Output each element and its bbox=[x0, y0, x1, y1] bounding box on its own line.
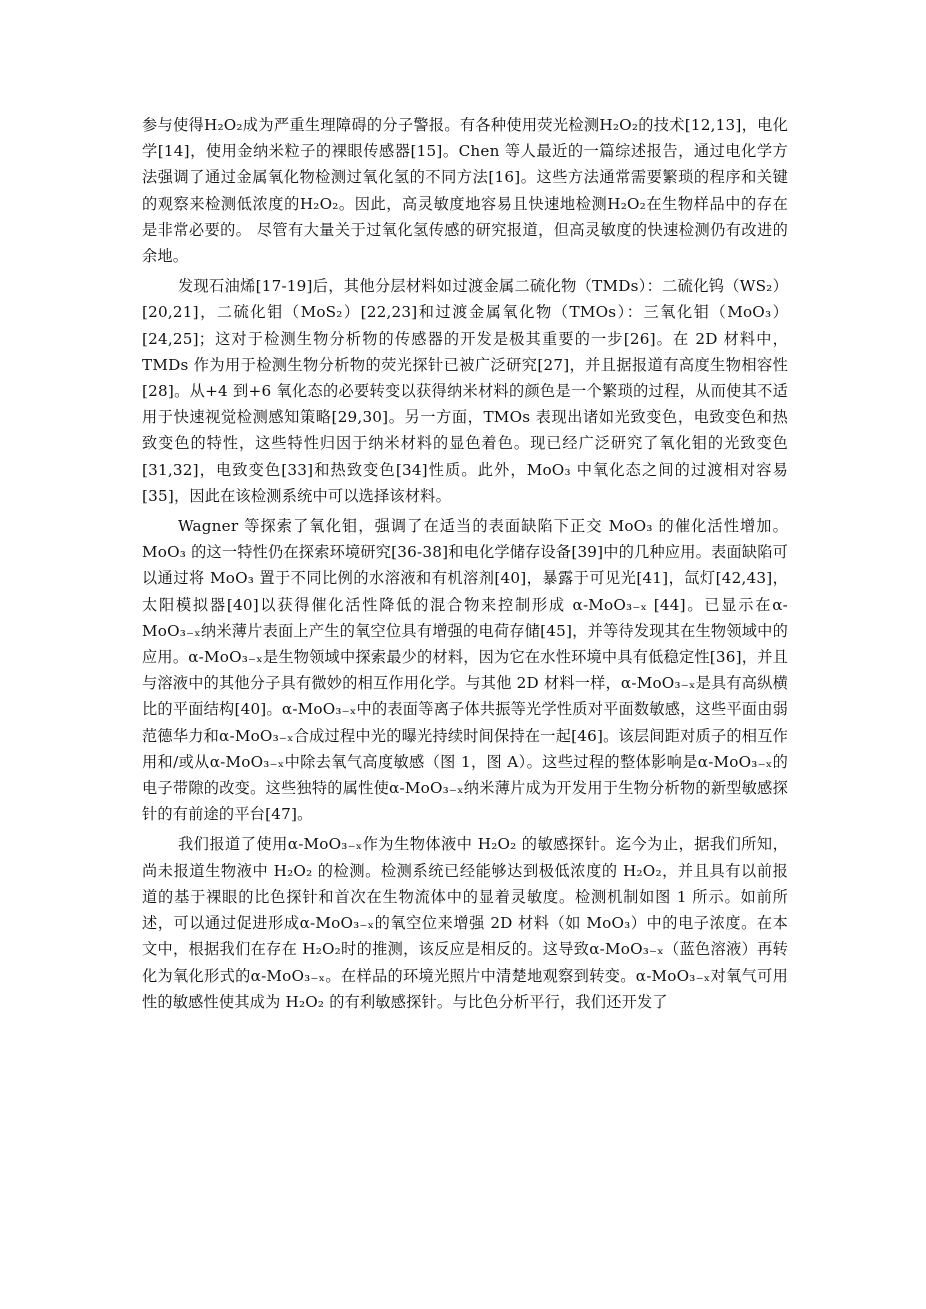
paragraph-2: 发现石油烯[17-19]后，其他分层材料如过渡金属二硫化物（TMDs）：二硫化钨（WS₂）[20,21]，二硫化钼（MoS₂）[22,23]和过渡金属氧化物（TMOs）：三氧化钼（MoO₃）[24,25]；这对于检测生物分析物的传感器的开发是极其重要的一步[26]。在 2D 材料中，TMDs 作为用于检测生物分析物的荧光探针已被广泛研究[27]，并且据报道有高度生物相容性[28]。从+4 到+6 氧化态的必要转变以获得纳米材料的颜色是一个繁琐的过程，从而使其不适用于快速视觉检测感知策略[29,30]。另一方面，TMOs 表现出诸如光致变色，电致变色和热致变色的特性，这些特性归因于纳米材料的显色着色。现已经广泛研究了氧化钼的光致变色[31,32]，电致变色[33]和热致变色[34]性质。此外，MoO₃ 中氧化态之间的过渡相对容易[35]，因此在该检测系统中可以选择该材料。 bbox=[142, 277, 788, 505]
paragraph-3: Wagner 等探索了氧化钼，强调了在适当的表面缺陷下正交 MoO₃ 的催化活性增加。 MoO₃ 的这一特性仍在探索环境研究[36-38]和电化学储存设备[39]中的几种应用。表面缺陷可以通过将 MoO₃ 置于不同比例的水溶液和有机溶剂[40]，暴露于可见光[41]，氙灯[42,43]，太阳模拟器[40]以获得催化活性降低的混合物来控制形成 α-MoO₃₋ₓ [44]。已显示在α-MoO₃₋ₓ纳米薄片表面上产生的氧空位具有增强的电荷存储[45]，并等待发现其在生物领域中的应用。α-MoO₃₋ₓ是生物领域中探索最少的材料，因为它在水性环境中具有低稳定性[36]，并且与溶液中的其他分子具有微妙的相互作用化学。与其他 2D 材料一样，α-MoO₃₋ₓ是具有高纵横比的平面结构[40]。α-MoO₃₋ₓ中的表面等离子体共振等光学性质对平面数敏感，这些平面由弱范德华力和α-MoO₃₋ₓ合成过程中光的曝光持续时间保持在一起[46]。该层间距对质子的相互作用和/或从α-MoO₃₋ₓ中除去氧气高度敏感（图 1，图 A）。这些过程的整体影响是α-MoO₃₋ₓ的电子带隙的改变。这些独特的属性使α-MoO₃₋ₓ纳米薄片成为开发用于生物分析物的新型敏感探针的有前途的平台[47]。 bbox=[142, 517, 788, 824]
paragraph-4: 我们报道了使用α-MoO₃₋ₓ作为生物体液中 H₂O₂ 的敏感探针。迄今为止，据我们所知，尚未报道生物液中 H₂O₂ 的检测。检测系统已经能够达到极低浓度的 H₂O₂，并且具有以前报道的基于裸眼的比色探针和首次在生物流体中的显着灵敏度。检测机制如图 1 所示。如前所述，可以通过促进形成α-MoO₃₋ₓ的氧空位来增强 2D 材料（如 MoO₃）中的电子浓度。在本文中，根据我们在存在 H₂O₂时的推测，该反应是相反的。这导致α-MoO₃₋ₓ（蓝色溶液）再转化为氧化形式的α-MoO₃₋ₓ。在样品的环境光照片中清楚地观察到转变。α-MoO₃₋ₓ对氧气可用性的敏感性使其成为 H₂O₂ 的有利敏感探针。与比色分析平行，我们还开发了 bbox=[142, 835, 788, 1011]
document-page bbox=[142, 112, 788, 1015]
paragraph-1: 参与使得H₂O₂成为严重生理障碍的分子警报。有各种使用荧光检测H₂O₂的技术[12,13]，电化学[14]，使用金纳米粒子的裸眼传感器[15]。Chen 等人最近的一篇综述报告，通过电化学方法强调了通过金属氧化物检测过氧化氢的不同方法[16]。这些方法通常需要繁琐的程序和关键的观察来检测低浓度的H₂O₂。因此，高灵敏度地容易且快速地检测H₂O₂在生物样品中的存在是非常必要的。 尽管有大量关于过氧化氢传感的研究报道，但高灵敏度的快速检测仍有改进的余地。 bbox=[142, 116, 788, 266]
